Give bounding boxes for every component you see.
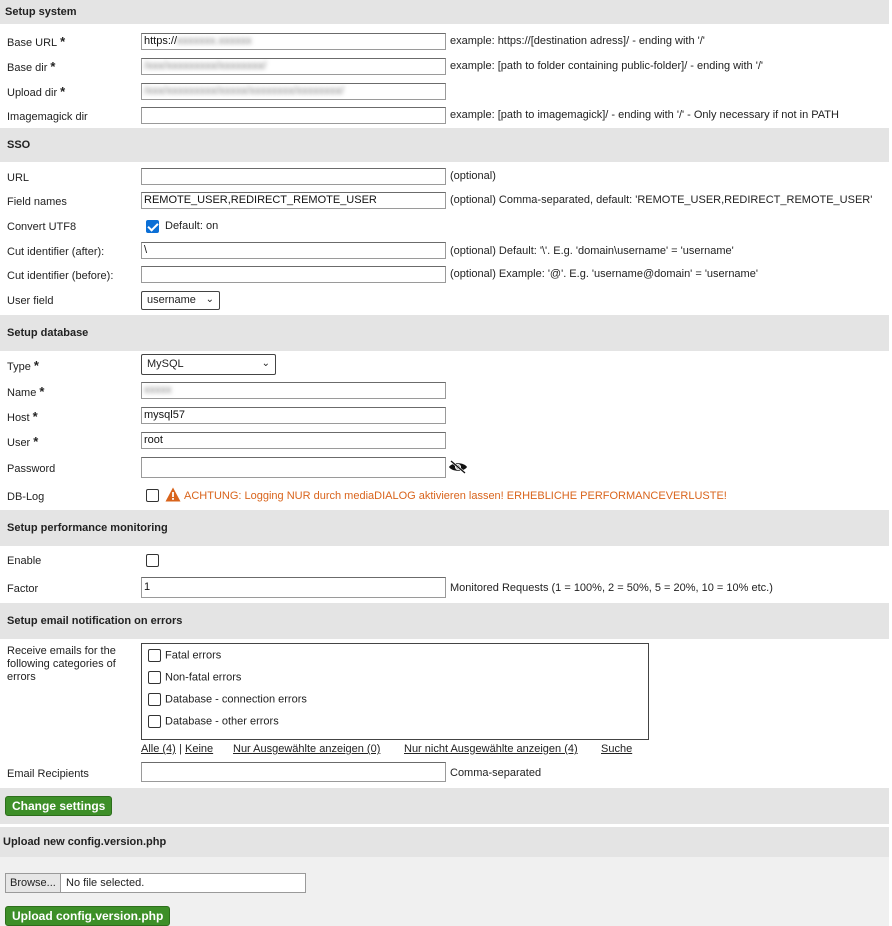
upload-dir-label: Upload dir * — [7, 84, 66, 99]
section-header-setup-database: Setup database — [0, 315, 889, 351]
base-dir-hint: example: [path to folder containing public-folder]/ - ending with '/' — [450, 60, 763, 72]
field-names-input[interactable]: REMOTE_USER,REDIRECT_REMOTE_USER — [141, 192, 446, 209]
upload-config-button[interactable]: Upload config.version.php — [5, 906, 170, 926]
change-settings-bar — [0, 788, 889, 824]
db-name-label: Name * — [7, 384, 45, 399]
email-categories-label: Receive emails for the following categories of errors — [7, 645, 116, 683]
convert-utf8-hint: Default: on — [165, 220, 219, 232]
field-names-hint: (optional) Comma-separated, default: 'REMOTE_USER,REDIRECT_REMOTE_USER' — [450, 194, 873, 206]
section-header-email: Setup email notification on errors — [0, 603, 889, 639]
imagemagick-dir-input[interactable] — [141, 107, 446, 124]
section-header-performance: Setup performance monitoring — [0, 510, 889, 546]
error-categories-list — [141, 643, 649, 740]
db-type-select[interactable]: MySQL ⌄ — [141, 354, 276, 375]
section-header-sso: SSO — [0, 128, 889, 162]
search-link[interactable]: Suche — [601, 743, 633, 755]
category-checkbox[interactable] — [148, 693, 161, 706]
db-user-input[interactable]: root — [141, 432, 446, 449]
db-host-input[interactable]: mysql57 — [141, 407, 446, 424]
base-dir-label: Base dir * — [7, 59, 56, 74]
email-recipients-label: Email Recipients — [7, 768, 89, 780]
convert-utf8-label: Convert UTF8 — [7, 221, 77, 233]
email-recipients-hint: Comma-separated — [450, 767, 542, 779]
link-separator: | — [179, 743, 182, 755]
db-type-label: Type * — [7, 358, 39, 373]
section-header-upload: Upload new config.version.php — [0, 827, 889, 857]
cut-before-hint: (optional) Example: '@'. E.g. 'username@domain' = 'username' — [450, 268, 758, 280]
db-user-label: User * — [7, 434, 39, 449]
base-url-label: Base URL * — [7, 34, 66, 49]
category-non-fatal-errors[interactable]: Non-fatal errors — [148, 671, 241, 684]
eye-slash-icon[interactable] — [448, 460, 468, 474]
db-log-warning: ACHTUNG: Logging NUR durch mediaDIALOG aktivieren lassen! ERHEBLICHE PERFORMANCEVERLUSTE! — [184, 490, 727, 502]
section-header-setup-system: Setup system — [0, 0, 889, 24]
cut-after-input[interactable]: \ — [141, 242, 446, 259]
show-selected-link[interactable]: Nur Ausgewählte anzeigen (0) — [233, 743, 381, 755]
cut-after-label: Cut identifier (after): — [7, 246, 105, 258]
show-unselected-link[interactable]: Nur nicht Ausgewählte anzeigen (4) — [404, 743, 578, 755]
perf-factor-hint: Monitored Requests (1 = 100%, 2 = 50%, 5 = 20%, 10 = 10% etc.) — [450, 582, 773, 594]
category-checkbox[interactable] — [148, 649, 161, 662]
field-names-label: Field names — [7, 196, 67, 208]
cut-before-input[interactable] — [141, 266, 446, 283]
perf-factor-input[interactable]: 1 — [141, 577, 446, 598]
imagemagick-dir-label: Imagemagick dir — [7, 111, 88, 123]
category-db-other-errors[interactable]: Database - other errors — [148, 715, 279, 728]
perf-enable-checkbox[interactable] — [146, 554, 159, 567]
sso-url-input[interactable] — [141, 168, 446, 185]
upload-dir-input[interactable]: /xxx/xxxxxxxxx/xxxxx/xxxxxxxx/xxxxxxxx/ — [141, 83, 446, 100]
select-none-link[interactable]: Keine — [185, 743, 214, 755]
base-url-hint: example: https://[destination adress]/ - ending with '/' — [450, 35, 705, 47]
base-url-input[interactable]: https://xxxxxxx.xxxxxx — [141, 33, 446, 50]
db-log-label: DB-Log — [7, 491, 45, 503]
user-field-label: User field — [7, 295, 54, 307]
perf-factor-label: Factor — [7, 583, 39, 595]
category-fatal-errors[interactable]: Fatal errors — [148, 649, 221, 662]
db-log-checkbox[interactable] — [146, 489, 159, 502]
chevron-down-icon: ⌄ — [205, 294, 214, 305]
chevron-down-icon: ⌄ — [261, 358, 270, 369]
db-password-label: Password — [7, 463, 56, 475]
user-field-select[interactable]: username ⌄ — [141, 291, 220, 310]
db-password-input[interactable] — [141, 457, 446, 478]
file-input[interactable] — [5, 873, 306, 893]
imagemagick-dir-hint: example: [path to imagemagick]/ - ending with '/' - Only necessary if not in PATH — [450, 109, 839, 121]
sso-url-hint: (optional) — [450, 170, 496, 182]
cut-before-label: Cut identifier (before): — [7, 270, 114, 282]
warning-icon — [165, 487, 181, 502]
file-name-text: No file selected. — [66, 877, 145, 889]
category-checkbox[interactable] — [148, 671, 161, 684]
perf-enable-label: Enable — [7, 555, 42, 567]
sso-url-label: URL — [7, 172, 30, 184]
db-host-label: Host * — [7, 409, 38, 424]
browse-button[interactable]: Browse... — [6, 874, 61, 892]
email-recipients-input[interactable] — [141, 762, 446, 782]
category-db-connection-errors[interactable]: Database - connection errors — [148, 693, 307, 706]
base-dir-input[interactable]: /xxx/xxxxxxxxx/xxxxxxxx/ — [141, 58, 446, 75]
select-all-link[interactable]: Alle (4) — [141, 743, 176, 755]
db-name-input[interactable]: xxxxx — [141, 382, 446, 399]
cut-after-hint: (optional) Default: '\'. E.g. 'domain\username' = 'username' — [450, 245, 734, 257]
change-settings-button[interactable]: Change settings — [5, 796, 112, 816]
category-checkbox[interactable] — [148, 715, 161, 728]
convert-utf8-checkbox[interactable] — [146, 220, 159, 233]
